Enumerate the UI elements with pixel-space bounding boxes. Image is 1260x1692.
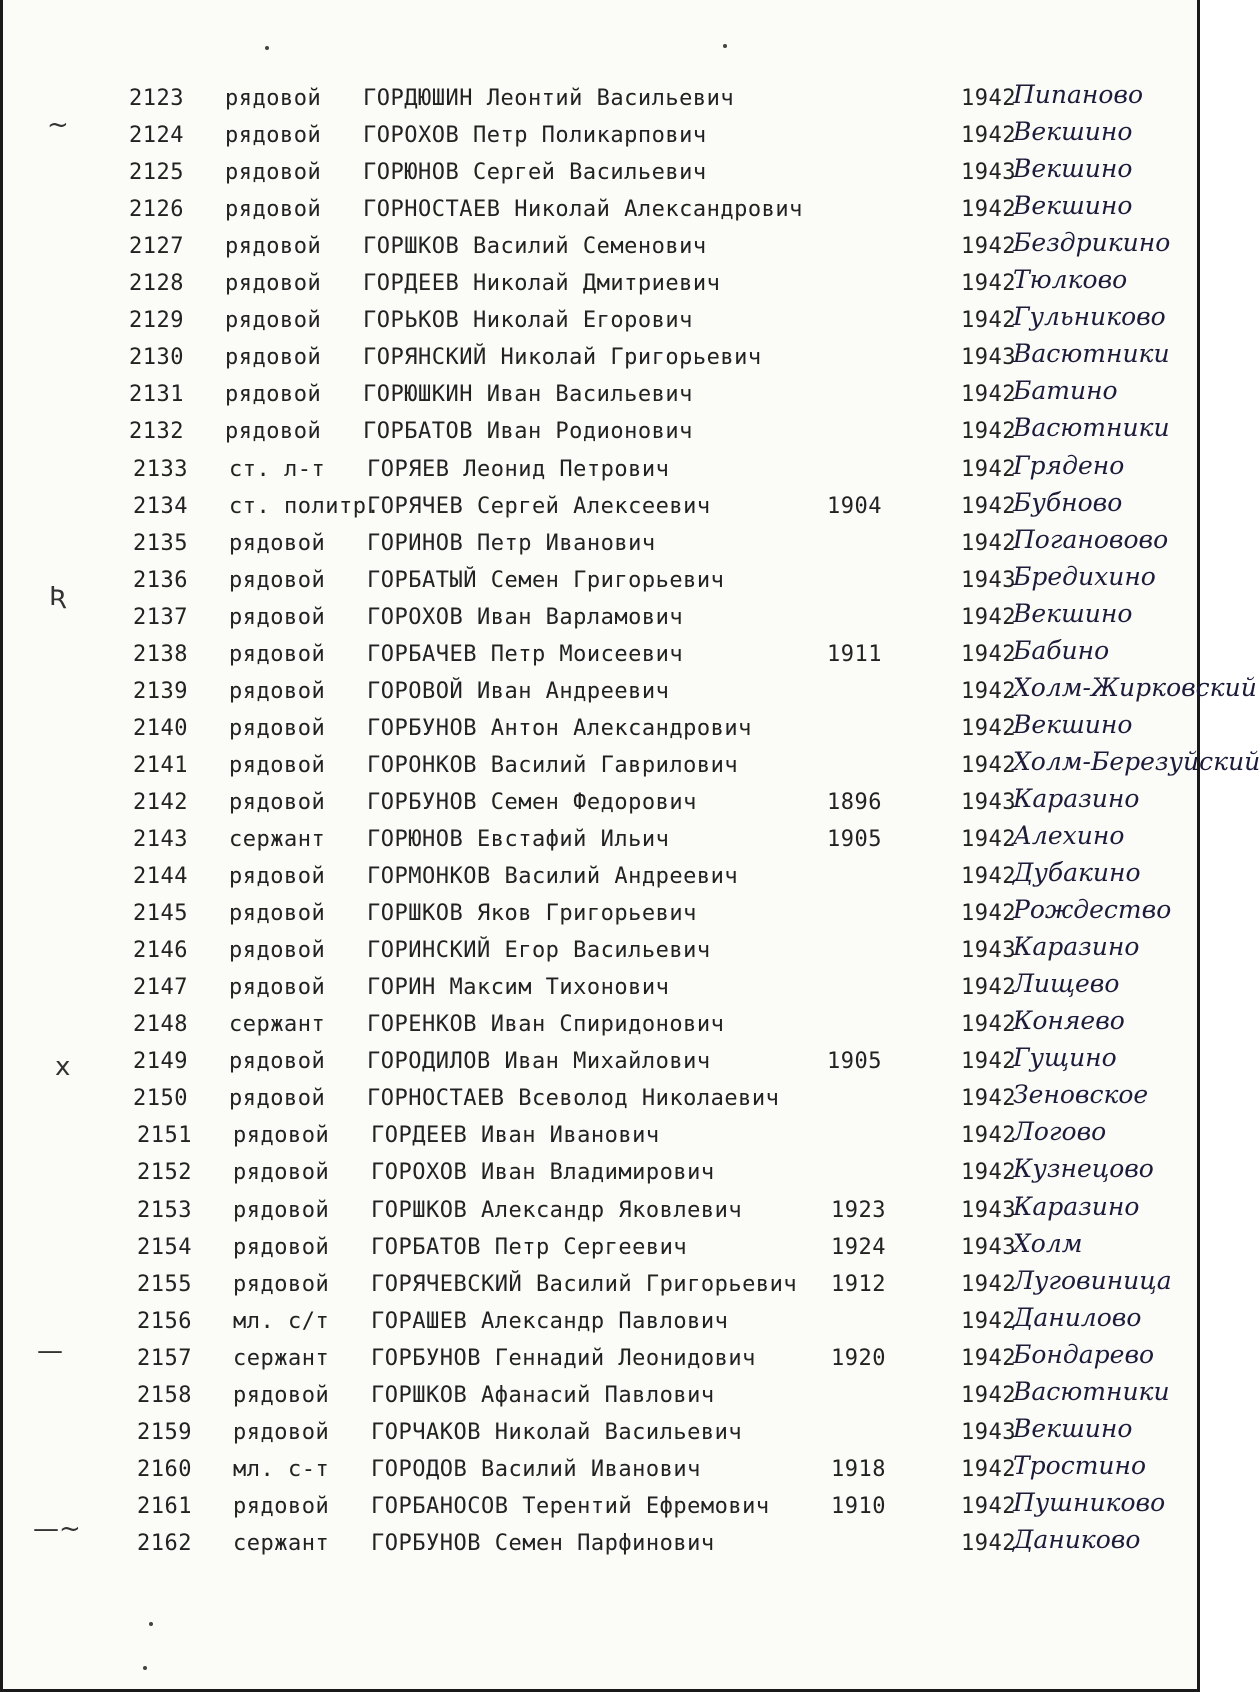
place-name: Данилово bbox=[1013, 1302, 1142, 1332]
person-name: ГОРЬКОВ Николай Егорович bbox=[363, 308, 693, 334]
record-number: 2144 bbox=[133, 864, 188, 890]
person-name: ГОРМОНКОВ Василий Андреевич bbox=[367, 864, 739, 890]
military-rank: рядовой bbox=[233, 1160, 330, 1186]
military-rank: рядовой bbox=[233, 1123, 330, 1149]
event-year: 1942 bbox=[961, 1086, 1016, 1112]
military-rank: ст. политр. bbox=[229, 493, 381, 519]
person-name: ГОРДЮШИН Леонтий Васильевич bbox=[363, 86, 735, 111]
event-year: 1942 bbox=[961, 234, 1016, 260]
event-year: 1942 bbox=[961, 1123, 1016, 1149]
birth-year: 1924 bbox=[831, 1234, 886, 1260]
person-name: ГОРДЕЕВ Иван Иванович bbox=[371, 1123, 660, 1149]
place-name: Коняево bbox=[1013, 1006, 1125, 1036]
place-name: Рождество bbox=[1013, 895, 1172, 925]
record-number: 2129 bbox=[129, 308, 184, 334]
record-number: 2151 bbox=[137, 1123, 192, 1149]
record-number: 2126 bbox=[129, 197, 184, 223]
person-name: ГОРШКОВ Афанасий Павлович bbox=[371, 1382, 715, 1408]
place-name: Тюлково bbox=[1013, 265, 1128, 295]
event-year: 1942 bbox=[961, 1160, 1016, 1186]
military-rank: рядовой bbox=[225, 271, 322, 297]
person-name: ГОРОХОВ Иван Владимирович bbox=[371, 1160, 715, 1186]
place-name: Зеновское bbox=[1013, 1080, 1149, 1110]
person-name: ГОРАШЕВ Александр Павлович bbox=[371, 1308, 729, 1334]
place-name: Лищево bbox=[1013, 969, 1120, 999]
military-rank: рядовой bbox=[233, 1271, 330, 1297]
military-rank: рядовой bbox=[229, 604, 326, 630]
person-name: ГОРБАТОВ Петр Сергеевич bbox=[371, 1234, 688, 1260]
place-name: Васютники bbox=[1013, 413, 1170, 443]
event-year: 1942 bbox=[961, 308, 1016, 334]
place-name: Векшино bbox=[1013, 598, 1133, 628]
birth-year: 1920 bbox=[831, 1345, 886, 1371]
event-year: 1942 bbox=[961, 1049, 1016, 1075]
place-name: Векшино bbox=[1013, 117, 1133, 147]
record-number: 2141 bbox=[133, 752, 188, 778]
event-year: 1942 bbox=[961, 1012, 1016, 1038]
record-number: 2136 bbox=[133, 567, 188, 593]
person-name: ГОРОХОВ Иван Варламович bbox=[367, 604, 684, 630]
place-name: Алехино bbox=[1013, 821, 1125, 850]
record-number: 2137 bbox=[133, 604, 188, 630]
birth-year: 1904 bbox=[827, 493, 882, 519]
place-name: Каразино bbox=[1013, 932, 1140, 962]
military-rank: рядовой bbox=[229, 530, 326, 556]
military-rank: рядовой bbox=[225, 382, 322, 408]
record-number: 2148 bbox=[133, 1012, 188, 1038]
military-rank: рядовой bbox=[229, 1049, 326, 1075]
place-name: Бездрикино bbox=[1013, 228, 1171, 258]
event-year: 1943 bbox=[961, 567, 1016, 593]
person-name: ГОРБУНОВ Антон Александрович bbox=[367, 715, 752, 741]
record-number: 2155 bbox=[137, 1271, 192, 1297]
record-number: 2162 bbox=[137, 1530, 192, 1556]
record-number: 2132 bbox=[129, 419, 184, 445]
military-rank: рядовой bbox=[225, 160, 322, 186]
military-rank: рядовой bbox=[229, 641, 326, 667]
place-name: Батино bbox=[1013, 376, 1118, 406]
record-number: 2153 bbox=[137, 1197, 192, 1223]
person-name: ГОРБУНОВ Геннадий Леонидович bbox=[371, 1345, 756, 1371]
military-rank: рядовой bbox=[229, 567, 326, 593]
person-name: ГОРОВОЙ Иван Андреевич bbox=[367, 678, 670, 704]
person-name: ГОРЯЧЕВСКИЙ Василий Григорьевич bbox=[371, 1271, 798, 1297]
event-year: 1943 bbox=[961, 160, 1016, 186]
military-rank: рядовой bbox=[229, 752, 326, 778]
place-name: Логово bbox=[1013, 1117, 1107, 1147]
record-number: 2139 bbox=[133, 678, 188, 704]
event-year: 1942 bbox=[961, 678, 1016, 704]
place-name: Бубново bbox=[1013, 487, 1123, 517]
event-year: 1943 bbox=[961, 1419, 1016, 1445]
event-year: 1942 bbox=[961, 1382, 1016, 1408]
military-rank: рядовой bbox=[229, 938, 326, 964]
military-rank: сержант bbox=[229, 827, 326, 852]
place-name: Кузнецово bbox=[1013, 1154, 1154, 1184]
birth-year: 1905 bbox=[827, 827, 882, 852]
event-year: 1942 bbox=[961, 1456, 1016, 1482]
margin-mark: —~ bbox=[33, 1514, 81, 1544]
person-name: ГОРИН Максим Тихонович bbox=[367, 975, 670, 1001]
place-name: Гульниково bbox=[1013, 302, 1166, 332]
person-name: ГОРОДИЛОВ Иван Михайлович bbox=[367, 1049, 711, 1075]
record-number: 2150 bbox=[133, 1086, 188, 1112]
place-name: Бондарево bbox=[1013, 1339, 1155, 1369]
record-number: 2123 bbox=[129, 86, 184, 111]
person-name: ГОРИНСКИЙ Егор Васильевич bbox=[367, 938, 711, 964]
place-name: Даниково bbox=[1013, 1524, 1141, 1554]
event-year: 1942 bbox=[961, 456, 1016, 482]
place-name: Пушниково bbox=[1013, 1487, 1166, 1517]
paper-speck bbox=[149, 1622, 153, 1626]
event-year: 1942 bbox=[961, 604, 1016, 630]
military-rank: рядовой bbox=[229, 789, 326, 815]
birth-year: 1912 bbox=[831, 1271, 886, 1297]
record-number: 2128 bbox=[129, 271, 184, 297]
record-number: 2134 bbox=[133, 493, 188, 519]
event-year: 1942 bbox=[961, 123, 1016, 149]
person-name: ГОРШКОВ Яков Григорьевич bbox=[367, 901, 697, 927]
record-number: 2154 bbox=[137, 1234, 192, 1260]
place-name: Погановово bbox=[1013, 524, 1169, 554]
event-year: 1942 bbox=[961, 975, 1016, 1001]
event-year: 1942 bbox=[961, 641, 1016, 667]
place-name: Векшино bbox=[1013, 191, 1133, 221]
person-name: ГОРШКОВ Александр Яковлевич bbox=[371, 1197, 743, 1223]
event-year: 1942 bbox=[961, 827, 1016, 852]
birth-year: 1911 bbox=[827, 641, 882, 667]
place-name: Векшино bbox=[1013, 1413, 1133, 1443]
margin-mark: x bbox=[55, 1052, 71, 1082]
record-number: 2124 bbox=[129, 123, 184, 149]
record-number: 2147 bbox=[133, 975, 188, 1001]
place-name: Векшино bbox=[1013, 154, 1133, 184]
person-name: ГОРБУНОВ Семен Парфинович bbox=[371, 1530, 715, 1556]
person-name: ГОРНОСТАЕВ Всеволод Николаевич bbox=[367, 1086, 780, 1112]
military-rank: рядовой bbox=[229, 715, 326, 741]
record-number: 2161 bbox=[137, 1493, 192, 1519]
military-rank: ст. л-т bbox=[229, 456, 326, 482]
event-year: 1942 bbox=[961, 419, 1016, 445]
event-year: 1943 bbox=[961, 789, 1016, 815]
military-rank: рядовой bbox=[225, 345, 322, 371]
event-year: 1942 bbox=[961, 1345, 1016, 1371]
military-rank: рядовой bbox=[233, 1419, 330, 1445]
record-number: 2133 bbox=[133, 456, 188, 482]
birth-year: 1905 bbox=[827, 1049, 882, 1075]
military-rank: рядовой bbox=[225, 197, 322, 223]
military-rank: рядовой bbox=[229, 901, 326, 927]
event-year: 1942 bbox=[961, 864, 1016, 890]
place-name: Луговиница bbox=[1013, 1265, 1172, 1295]
event-year: 1942 bbox=[961, 1271, 1016, 1297]
event-year: 1942 bbox=[961, 86, 1016, 111]
record-number: 2135 bbox=[133, 530, 188, 556]
place-name: Гущино bbox=[1013, 1043, 1117, 1073]
event-year: 1942 bbox=[961, 493, 1016, 519]
place-name: Бредихино bbox=[1013, 561, 1156, 591]
event-year: 1942 bbox=[961, 901, 1016, 927]
event-year: 1942 bbox=[961, 1308, 1016, 1334]
event-year: 1942 bbox=[961, 1493, 1016, 1519]
record-number: 2127 bbox=[129, 234, 184, 260]
person-name: ГОРЯНСКИЙ Николай Григорьевич bbox=[363, 345, 762, 371]
birth-year: 1923 bbox=[831, 1197, 886, 1223]
event-year: 1942 bbox=[961, 382, 1016, 408]
military-rank: рядовой bbox=[229, 975, 326, 1001]
military-rank: рядовой bbox=[229, 678, 326, 704]
birth-year: 1896 bbox=[827, 789, 882, 815]
military-rank: мл. с-т bbox=[233, 1456, 330, 1482]
person-name: ГОРЯЕВ Леонид Петрович bbox=[367, 456, 670, 482]
person-name: ГОРЮНОВ Евстафий Ильич bbox=[367, 827, 670, 852]
military-rank: рядовой bbox=[233, 1493, 330, 1519]
person-name: ГОРИНОВ Петр Иванович bbox=[367, 530, 656, 556]
military-rank: рядовой bbox=[225, 86, 322, 111]
military-rank: рядовой bbox=[225, 308, 322, 334]
event-year: 1943 bbox=[961, 1197, 1016, 1223]
person-name: ГОРОХОВ Петр Поликарпович bbox=[363, 123, 707, 149]
record-number: 2131 bbox=[129, 382, 184, 408]
record-number: 2125 bbox=[129, 160, 184, 186]
place-name: Бабино bbox=[1013, 635, 1110, 665]
birth-year: 1910 bbox=[831, 1493, 886, 1519]
person-name: ГОРЧАКОВ Николай Васильевич bbox=[371, 1419, 743, 1445]
person-name: ГОРЯЧЕВ Сергей Алексеевич bbox=[367, 493, 711, 519]
event-year: 1943 bbox=[961, 938, 1016, 964]
record-number: 2130 bbox=[129, 345, 184, 371]
record-row bbox=[3, 1524, 1203, 1568]
place-name: Каразино bbox=[1013, 783, 1140, 813]
paper-speck bbox=[265, 46, 269, 50]
margin-mark: ~ bbox=[47, 110, 69, 140]
person-name: ГОРБАТЫЙ Семен Григорьевич bbox=[367, 567, 725, 593]
record-number: 2160 bbox=[137, 1456, 192, 1482]
record-number: 2145 bbox=[133, 901, 188, 927]
person-name: ГОРЮНОВ Сергей Васильевич bbox=[363, 160, 707, 186]
military-rank: рядовой bbox=[229, 1086, 326, 1112]
record-number: 2138 bbox=[133, 641, 188, 667]
person-name: ГОРБУНОВ Семен Федорович bbox=[367, 789, 697, 815]
record-number: 2140 bbox=[133, 715, 188, 741]
place-name: Холм bbox=[1013, 1228, 1083, 1258]
military-rank: рядовой bbox=[225, 234, 322, 260]
person-name: ГОРОДОВ Василий Иванович bbox=[371, 1456, 701, 1482]
person-name: ГОРБАЧЕВ Петр Моисеевич bbox=[367, 641, 684, 667]
record-number: 2152 bbox=[137, 1160, 192, 1186]
military-rank: рядовой bbox=[225, 123, 322, 149]
margin-mark: — bbox=[37, 1336, 63, 1366]
event-year: 1942 bbox=[961, 1530, 1016, 1556]
place-name: Тростино bbox=[1013, 1450, 1147, 1480]
record-number: 2143 bbox=[133, 827, 188, 852]
event-year: 1943 bbox=[961, 1234, 1016, 1260]
person-name: ГОРБАНОСОВ Терентий Ефремович bbox=[371, 1493, 770, 1519]
record-number: 2157 bbox=[137, 1345, 192, 1371]
military-rank: сержант bbox=[229, 1012, 326, 1038]
place-name: Холм-Жирковский bbox=[1013, 672, 1257, 702]
paper-speck bbox=[723, 44, 727, 48]
person-name: ГОРЮШКИН Иван Васильевич bbox=[363, 382, 693, 408]
military-rank: рядовой bbox=[225, 419, 322, 445]
military-rank: сержант bbox=[233, 1345, 330, 1371]
military-rank: рядовой bbox=[233, 1234, 330, 1260]
birth-year: 1918 bbox=[831, 1456, 886, 1482]
place-name: Пипаново bbox=[1013, 80, 1144, 109]
person-name: ГОРБАТОВ Иван Родионович bbox=[363, 419, 693, 445]
event-year: 1942 bbox=[961, 715, 1016, 741]
military-rank: сержант bbox=[233, 1530, 330, 1556]
paper-speck bbox=[143, 1666, 147, 1670]
record-number: 2146 bbox=[133, 938, 188, 964]
person-name: ГОРОНКОВ Василий Гаврилович bbox=[367, 752, 739, 778]
event-year: 1942 bbox=[961, 271, 1016, 297]
event-year: 1942 bbox=[961, 752, 1016, 778]
military-rank: мл. с/т bbox=[233, 1308, 330, 1334]
person-name: ГОРШКОВ Василий Семенович bbox=[363, 234, 707, 260]
event-year: 1942 bbox=[961, 197, 1016, 223]
event-year: 1943 bbox=[961, 345, 1016, 371]
person-name: ГОРНОСТАЕВ Николай Александрович bbox=[363, 197, 803, 223]
record-number: 2156 bbox=[137, 1308, 192, 1334]
margin-mark: Ʀ bbox=[49, 582, 68, 612]
place-name: Каразино bbox=[1013, 1191, 1140, 1221]
record-number: 2142 bbox=[133, 789, 188, 815]
military-rank: рядовой bbox=[229, 864, 326, 890]
military-rank: рядовой bbox=[233, 1197, 330, 1223]
military-rank: рядовой bbox=[233, 1382, 330, 1408]
place-name: Васютники bbox=[1013, 339, 1170, 369]
place-name: Векшино bbox=[1013, 709, 1133, 739]
place-name: Холм-Березуйский bbox=[1013, 746, 1260, 776]
place-name: Грядено bbox=[1013, 450, 1125, 480]
person-name: ГОРДЕЕВ Николай Дмитриевич bbox=[363, 271, 721, 297]
record-number: 2159 bbox=[137, 1419, 192, 1445]
person-name: ГОРЕНКОВ Иван Спиридонович bbox=[367, 1012, 725, 1038]
record-number: 2158 bbox=[137, 1382, 192, 1408]
event-year: 1942 bbox=[961, 530, 1016, 556]
place-name: Васютники bbox=[1013, 1376, 1170, 1406]
place-name: Дубакино bbox=[1013, 858, 1141, 888]
record-number: 2149 bbox=[133, 1049, 188, 1075]
